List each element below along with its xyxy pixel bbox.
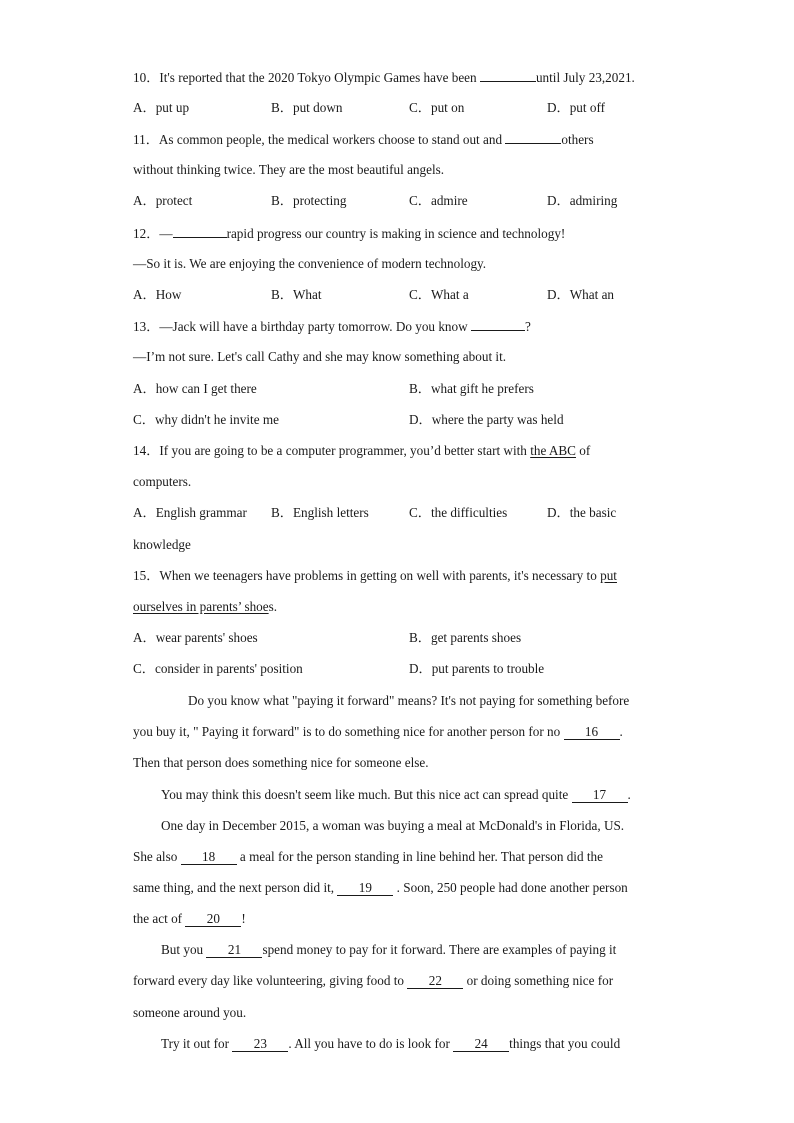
passage-text: a meal for the person standing in line behind her. That person did the	[236, 849, 603, 864]
passage-text: !	[241, 911, 246, 926]
passage-line: someone around you.	[133, 1005, 247, 1020]
question-text-cont	[133, 599, 277, 615]
blank-23: 23	[232, 1037, 288, 1052]
question-15	[133, 568, 617, 584]
option-c: C．What a	[409, 287, 469, 302]
dialogue-reply: —So it is. We are enjoying the convenience of modern technology.	[133, 256, 487, 271]
passage-text: Try it out for	[161, 1036, 233, 1051]
question-text: 12．—	[133, 226, 173, 241]
question-text: 14．If you are going to be a computer programmer, you’d better start with	[133, 443, 531, 458]
option-a: A．How	[133, 287, 182, 302]
option-d: D．admiring	[547, 193, 618, 208]
passage-line: Then that person does something nice for someone else.	[133, 755, 429, 770]
passage-text: She also	[133, 849, 181, 864]
passage-line	[133, 911, 246, 927]
option-c: C．why didn't he invite me	[133, 412, 279, 427]
passage-text: you buy it, " Paying it forward" is to do something nice for another person for no	[133, 724, 564, 739]
underlined-phrase: put	[600, 568, 617, 583]
blank-24: 24	[453, 1037, 509, 1052]
passage-line: Do you know what "paying it forward" means? It's not paying for something before	[188, 693, 630, 708]
answer-blank	[480, 69, 536, 82]
blank-18: 18	[181, 850, 237, 865]
option-d-cont: knowledge	[133, 537, 191, 552]
passage-text: the act of	[133, 911, 186, 926]
passage-line	[161, 1036, 620, 1052]
option-b: B．protecting	[271, 193, 347, 208]
option-d: D．the basic	[547, 505, 617, 520]
passage-text: .	[627, 787, 631, 802]
question-text: of	[575, 443, 591, 458]
question-11	[133, 131, 594, 148]
option-d: D．put off	[547, 100, 605, 115]
underlined-phrase: the ABC	[530, 443, 576, 458]
passage-line: One day in December 2015, a woman was buying a meal at McDonald's in Florida, US.	[161, 818, 625, 833]
question-10	[133, 69, 635, 86]
question-14	[133, 443, 590, 459]
blank-20: 20	[185, 912, 241, 927]
passage-text: But you	[161, 942, 207, 957]
question-text-cont: computers.	[133, 474, 192, 489]
blank-17: 17	[572, 788, 628, 803]
blank-21: 21	[206, 943, 262, 958]
question-12	[133, 225, 565, 242]
option-a: A．English grammar	[133, 505, 247, 520]
passage-line	[133, 849, 603, 865]
passage-text: or doing something nice for	[463, 973, 614, 988]
passage-line	[133, 973, 613, 989]
passage-line	[161, 942, 616, 958]
option-c: C．admire	[409, 193, 468, 208]
passage-line	[133, 724, 623, 740]
question-text: 10．It's reported that the 2020 Tokyo Olympic Games have been	[133, 70, 480, 85]
option-b: B．put down	[271, 100, 343, 115]
question-text: ?	[524, 319, 531, 334]
option-c: C．put on	[409, 100, 465, 115]
answer-blank	[471, 318, 525, 331]
question-13	[133, 318, 531, 335]
option-b: B．English letters	[271, 505, 369, 520]
question-text: 11．As common people, the medical workers choose to stand out and	[133, 132, 506, 147]
option-a: A．put up	[133, 100, 190, 115]
question-text: until July 23,2021.	[535, 70, 635, 85]
option-d: D．What an	[547, 287, 615, 302]
option-d: D．where the party was held	[409, 412, 564, 427]
blank-22: 22	[407, 974, 463, 989]
option-b: B．what gift he prefers	[409, 381, 534, 396]
passage-text: same thing, and the next person did it,	[133, 880, 338, 895]
option-a: A．wear parents' shoes	[133, 630, 258, 645]
passage-text: forward every day like volunteering, giving food to	[133, 973, 408, 988]
dialogue-reply: —I’m not sure. Let's call Cathy and she may know something about it.	[133, 349, 507, 364]
blank-16: 16	[564, 725, 620, 740]
answer-blank	[173, 225, 227, 238]
option-a: A．how can I get there	[133, 381, 257, 396]
passage-text: . All you have to do is look for	[288, 1036, 454, 1051]
passage-text: .	[619, 724, 623, 739]
passage-text: things that you could	[509, 1036, 621, 1051]
blank-19: 19	[337, 881, 393, 896]
passage-line	[133, 880, 628, 896]
option-b: B．get parents shoes	[409, 630, 522, 645]
passage-text: You may think this doesn't seem like much. But this nice act can spread quite	[161, 787, 572, 802]
question-text: s.	[268, 599, 278, 614]
option-a: A．protect	[133, 193, 193, 208]
option-d: D．put parents to trouble	[409, 661, 545, 676]
question-text: rapid progress our country is making in science and technology!	[226, 226, 566, 241]
question-text-cont: without thinking twice. They are the most beautiful angels.	[133, 162, 445, 177]
question-text: 13．—Jack will have a birthday party tomorrow. Do you know	[133, 319, 471, 334]
option-b: B．What	[271, 287, 322, 302]
answer-blank	[505, 131, 561, 144]
question-text: others	[561, 132, 594, 147]
passage-line	[161, 787, 631, 803]
option-c: C．the difficulties	[409, 505, 508, 520]
passage-text: spend money to pay for it forward. There are examples of paying it	[262, 942, 617, 957]
option-c: C．consider in parents' position	[133, 661, 303, 676]
question-text: 15．When we teenagers have problems in getting on well with parents, it's necessary to	[133, 568, 601, 583]
passage-text: . Soon, 250 people had done another person	[393, 880, 628, 895]
underlined-phrase: ourselves in parents’ shoe	[133, 599, 269, 614]
